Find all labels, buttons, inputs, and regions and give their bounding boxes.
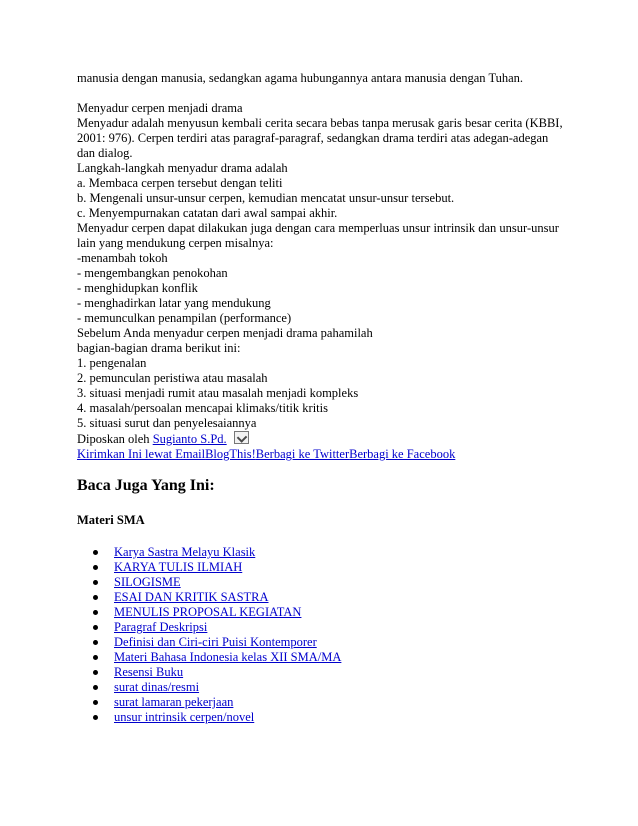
bullet-icon bbox=[93, 625, 98, 630]
article-line: - menghadirkan latar yang mendukung bbox=[77, 296, 271, 310]
related-link[interactable]: Paragraf Deskripsi bbox=[114, 620, 208, 634]
bullet-icon bbox=[93, 715, 98, 720]
bullet-icon bbox=[93, 700, 98, 705]
related-link[interactable]: surat dinas/resmi bbox=[114, 680, 200, 694]
section-gap bbox=[77, 462, 577, 476]
related-subheading: Materi SMA bbox=[77, 513, 145, 527]
article-line: 4. masalah/persoalan mencapai klimaks/titik kritis bbox=[77, 401, 328, 415]
related-link[interactable]: Materi Bahasa Indonesia kelas XII SMA/MA bbox=[114, 650, 342, 664]
related-link[interactable]: SILOGISME bbox=[114, 575, 181, 589]
article-line: Langkah-langkah menyadur drama adalah bbox=[77, 161, 288, 175]
bullet-icon bbox=[93, 655, 98, 660]
related-list bbox=[77, 545, 577, 725]
bullet-icon bbox=[93, 595, 98, 600]
bullet-icon bbox=[93, 550, 98, 555]
edit-post-icon[interactable] bbox=[234, 431, 249, 444]
article-line: - mengembangkan penokohan bbox=[77, 266, 228, 280]
related-link[interactable]: Karya Sastra Melayu Klasik bbox=[114, 545, 256, 559]
author-link[interactable]: Sugianto S.Pd. bbox=[152, 432, 227, 446]
article-line: bagian-bagian drama berikut ini: bbox=[77, 341, 241, 355]
related-link[interactable]: Definisi dan Ciri-ciri Puisi Kontemporer bbox=[114, 635, 317, 649]
article-line: lain yang mendukung cerpen misalnya: bbox=[77, 236, 274, 250]
list-item bbox=[77, 650, 577, 665]
related-link[interactable]: surat lamaran pekerjaan bbox=[114, 695, 234, 709]
list-item bbox=[77, 560, 577, 575]
list-item bbox=[77, 575, 577, 590]
list-item bbox=[77, 620, 577, 635]
article-line: - menghidupkan konflik bbox=[77, 281, 198, 295]
article-line: 5. situasi surut dan penyelesaiannya bbox=[77, 416, 257, 430]
article-lines bbox=[77, 101, 577, 431]
list-item bbox=[77, 635, 577, 650]
related-link[interactable]: MENULIS PROPOSAL KEGIATAN bbox=[114, 605, 302, 619]
article-line: Sebelum Anda menyadur cerpen menjadi drama pahamilah bbox=[77, 326, 373, 340]
article-line: -menambah tokoh bbox=[77, 251, 168, 265]
bullet-icon bbox=[93, 565, 98, 570]
bullet-icon bbox=[93, 670, 98, 675]
list-item bbox=[77, 695, 577, 710]
article-line: Menyadur cerpen dapat dilakukan juga dengan cara memperluas unsur intrinsik dan unsur-unsur bbox=[77, 221, 559, 235]
list-item bbox=[77, 710, 577, 725]
article-line: c. Menyempurnakan catatan dari awal sampai akhir. bbox=[77, 206, 338, 220]
section-gap bbox=[77, 496, 577, 513]
related-link[interactable]: unsur intrinsik cerpen/novel bbox=[114, 710, 255, 724]
article-line: 2001: 976). Cerpen terdiri atas paragraf-paragraf, sedangkan drama terdiri atas adegan-adegan bbox=[77, 131, 549, 145]
related-heading: Baca Juga Yang Ini: bbox=[77, 477, 215, 494]
paragraph-gap bbox=[77, 86, 577, 101]
list-item bbox=[77, 680, 577, 695]
posted-by-label: Diposkan oleh bbox=[77, 432, 150, 446]
blogthis-link[interactable]: BlogThis! bbox=[205, 447, 256, 461]
intro-line: manusia dengan manusia, sedangkan agama hubungannya antara manusia dengan Tuhan. bbox=[77, 71, 524, 85]
article-line: Menyadur adalah menyusun kembali cerita secara bebas tanpa merusak garis besar cerita (KBBI, bbox=[77, 116, 563, 130]
list-item bbox=[77, 605, 577, 620]
article-page bbox=[77, 71, 577, 725]
bullet-icon bbox=[93, 640, 98, 645]
bullet-icon bbox=[93, 610, 98, 615]
article-line: 3. situasi menjadi rumit atau masalah menjadi kompleks bbox=[77, 386, 359, 400]
share-email-link[interactable]: Kirimkan Ini lewat Email bbox=[77, 447, 206, 461]
share-twitter-link[interactable]: Berbagi ke Twitter bbox=[255, 447, 350, 461]
list-item bbox=[77, 590, 577, 605]
post-author-row bbox=[77, 431, 577, 447]
list-item bbox=[77, 545, 577, 560]
article-line: 2. pemunculan peristiwa atau masalah bbox=[77, 371, 268, 385]
related-link[interactable]: Resensi Buku bbox=[114, 665, 184, 679]
related-link[interactable]: ESAI DAN KRITIK SASTRA bbox=[114, 590, 269, 604]
article-line: - memunculkan penampilan (performance) bbox=[77, 311, 292, 325]
share-facebook-link[interactable]: Berbagi ke Facebook bbox=[349, 447, 456, 461]
article-line: dan dialog. bbox=[77, 146, 133, 160]
article-line: b. Mengenali unsur-unsur cerpen, kemudian mencatat unsur-unsur tersebut. bbox=[77, 191, 455, 205]
article-line: Menyadur cerpen menjadi drama bbox=[77, 101, 243, 115]
share-links bbox=[77, 447, 577, 462]
bullet-icon bbox=[93, 685, 98, 690]
related-link[interactable]: KARYA TULIS ILMIAH bbox=[114, 560, 243, 574]
bullet-icon bbox=[93, 580, 98, 585]
section-gap bbox=[77, 528, 577, 545]
list-item bbox=[77, 665, 577, 680]
article-body bbox=[77, 71, 577, 462]
article-line: a. Membaca cerpen tersebut dengan teliti bbox=[77, 176, 283, 190]
article-line: 1. pengenalan bbox=[77, 356, 147, 370]
